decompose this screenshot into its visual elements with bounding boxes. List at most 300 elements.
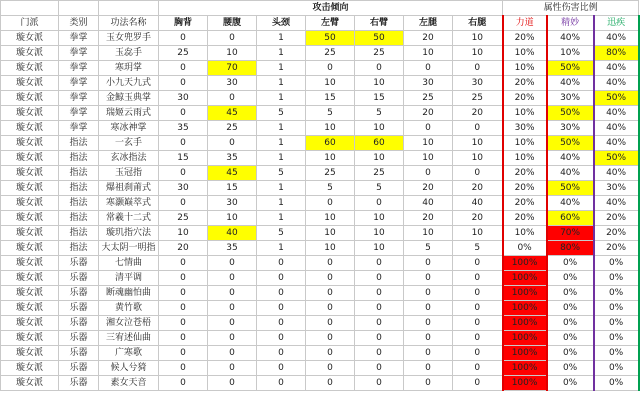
cell-category[interactable]: 乐器 (59, 316, 99, 331)
cell-attack-value[interactable]: 1 (257, 136, 306, 151)
cell-category[interactable]: 乐器 (59, 346, 99, 361)
cell-attack-value[interactable]: 10 (306, 121, 355, 136)
cell-sect[interactable]: 璇女派 (1, 226, 59, 241)
cell-attr-value[interactable]: 100% (503, 316, 547, 331)
cell-attack-value[interactable]: 0 (306, 286, 355, 301)
cell-attr-value[interactable]: 100% (503, 346, 547, 361)
cell-attack-value[interactable]: 50 (355, 31, 404, 46)
cell-category[interactable]: 乐器 (59, 256, 99, 271)
cell-category[interactable]: 拳掌 (59, 91, 99, 106)
cell-sect[interactable]: 璇女派 (1, 271, 59, 286)
cell-attr-value[interactable]: 0% (594, 346, 639, 361)
cell-attack-value[interactable]: 25 (159, 211, 208, 226)
cell-skill-name[interactable]: 玉女兜罗手 (99, 31, 159, 46)
header-attack-group[interactable]: 攻击倾向 (159, 1, 503, 16)
cell-attack-value[interactable]: 0 (306, 256, 355, 271)
cell-attr-value[interactable]: 0% (547, 301, 594, 316)
cell-attack-value[interactable]: 0 (404, 316, 453, 331)
cell-attack-value[interactable]: 10 (355, 121, 404, 136)
cell-attack-value[interactable]: 10 (355, 241, 404, 256)
cell-sect[interactable]: 璇女派 (1, 196, 59, 211)
cell-attr-value[interactable]: 100% (503, 286, 547, 301)
cell-attr-value[interactable]: 50% (594, 91, 639, 106)
header-attack-col[interactable]: 腰腹 (208, 16, 257, 31)
cell-skill-name[interactable]: 候人兮猗 (99, 361, 159, 376)
cell-attack-value[interactable]: 10 (453, 151, 503, 166)
cell-attack-value[interactable]: 0 (159, 346, 208, 361)
cell-attr-value[interactable]: 40% (594, 31, 639, 46)
cell-sect[interactable]: 璇女派 (1, 181, 59, 196)
cell-attack-value[interactable]: 0 (404, 331, 453, 346)
cell-skill-name[interactable]: 瑞姬云雨式 (99, 106, 159, 121)
cell-attr-value[interactable]: 10% (503, 151, 547, 166)
cell-attr-value[interactable]: 20% (594, 226, 639, 241)
header-sect[interactable]: 门派 (1, 16, 59, 31)
cell-attack-value[interactable]: 0 (453, 166, 503, 181)
cell-attack-value[interactable]: 5 (453, 241, 503, 256)
cell-attr-value[interactable]: 20% (503, 166, 547, 181)
cell-attack-value[interactable]: 30 (159, 91, 208, 106)
cell-attack-value[interactable]: 0 (159, 286, 208, 301)
cell-sect[interactable]: 璇女派 (1, 91, 59, 106)
cell-attack-value[interactable]: 35 (208, 241, 257, 256)
cell-attack-value[interactable]: 10 (306, 211, 355, 226)
cell-attack-value[interactable]: 10 (355, 211, 404, 226)
cell-attr-value[interactable]: 0% (547, 346, 594, 361)
cell-attack-value[interactable]: 0 (453, 286, 503, 301)
cell-attack-value[interactable]: 1 (257, 46, 306, 61)
cell-attack-value[interactable]: 1 (257, 211, 306, 226)
cell-attr-value[interactable]: 0% (594, 376, 639, 391)
cell-attack-value[interactable]: 0 (453, 376, 503, 391)
cell-attack-value[interactable]: 0 (453, 301, 503, 316)
cell-attack-value[interactable]: 0 (306, 196, 355, 211)
cell-attack-value[interactable]: 25 (306, 46, 355, 61)
header-attack-col[interactable]: 头颈 (257, 16, 306, 31)
cell-attack-value[interactable]: 10 (453, 46, 503, 61)
cell-attack-value[interactable]: 25 (355, 46, 404, 61)
cell-attack-value[interactable]: 0 (208, 346, 257, 361)
cell-attack-value[interactable]: 0 (355, 286, 404, 301)
cell-attack-value[interactable]: 0 (355, 316, 404, 331)
cell-attack-value[interactable]: 5 (257, 106, 306, 121)
cell-attack-value[interactable]: 10 (404, 46, 453, 61)
cell-category[interactable]: 指法 (59, 151, 99, 166)
cell-attr-value[interactable]: 80% (547, 241, 594, 256)
cell-attack-value[interactable]: 0 (355, 331, 404, 346)
cell-attr-value[interactable]: 40% (547, 76, 594, 91)
cell-attr-value[interactable]: 40% (547, 151, 594, 166)
cell-skill-name[interactable]: 璇玑指穴法 (99, 226, 159, 241)
cell-skill-name[interactable]: 小九天九式 (99, 76, 159, 91)
cell-attack-value[interactable]: 0 (159, 76, 208, 91)
cell-attr-value[interactable]: 100% (503, 256, 547, 271)
header-blank[interactable] (1, 1, 59, 16)
cell-attack-value[interactable]: 0 (453, 361, 503, 376)
cell-attack-value[interactable]: 15 (159, 151, 208, 166)
cell-attack-value[interactable]: 0 (159, 271, 208, 286)
cell-attack-value[interactable]: 0 (257, 256, 306, 271)
cell-attack-value[interactable]: 15 (208, 181, 257, 196)
cell-skill-name[interactable]: 常羲十二式 (99, 211, 159, 226)
cell-attack-value[interactable]: 0 (159, 106, 208, 121)
cell-sect[interactable]: 璇女派 (1, 46, 59, 61)
cell-attack-value[interactable]: 0 (306, 271, 355, 286)
header-attack-col[interactable]: 胸背 (159, 16, 208, 31)
cell-skill-name[interactable]: 寒玥掌 (99, 61, 159, 76)
cell-category[interactable]: 指法 (59, 241, 99, 256)
cell-skill-name[interactable]: 金鲸玉典掌 (99, 91, 159, 106)
cell-skill-name[interactable]: 玉惢手 (99, 46, 159, 61)
cell-category[interactable]: 拳掌 (59, 61, 99, 76)
cell-attack-value[interactable]: 40 (208, 226, 257, 241)
cell-attr-value[interactable]: 100% (503, 301, 547, 316)
cell-attack-value[interactable]: 5 (306, 181, 355, 196)
cell-attack-value[interactable]: 20 (453, 211, 503, 226)
cell-attack-value[interactable]: 1 (257, 121, 306, 136)
cell-attack-value[interactable]: 10 (208, 46, 257, 61)
cell-sect[interactable]: 璇女派 (1, 376, 59, 391)
cell-attr-value[interactable]: 30% (547, 121, 594, 136)
cell-attack-value[interactable]: 0 (208, 256, 257, 271)
cell-attack-value[interactable]: 0 (306, 361, 355, 376)
cell-attr-value[interactable]: 0% (594, 361, 639, 376)
cell-attack-value[interactable]: 5 (257, 226, 306, 241)
cell-attack-value[interactable]: 35 (208, 151, 257, 166)
cell-attack-value[interactable]: 0 (208, 136, 257, 151)
cell-attr-value[interactable]: 40% (594, 61, 639, 76)
cell-attr-value[interactable]: 0% (547, 286, 594, 301)
cell-skill-name[interactable]: 断魂幽怕曲 (99, 286, 159, 301)
cell-category[interactable]: 拳掌 (59, 46, 99, 61)
cell-category[interactable]: 乐器 (59, 376, 99, 391)
cell-attack-value[interactable]: 10 (453, 31, 503, 46)
cell-skill-name[interactable]: 爆祖刹莆式 (99, 181, 159, 196)
cell-category[interactable]: 乐器 (59, 286, 99, 301)
cell-attr-value[interactable]: 20% (503, 31, 547, 46)
cell-attack-value[interactable]: 5 (404, 241, 453, 256)
cell-attack-value[interactable]: 0 (355, 376, 404, 391)
cell-attack-value[interactable]: 0 (453, 331, 503, 346)
cell-attack-value[interactable]: 0 (257, 301, 306, 316)
cell-attack-value[interactable]: 0 (159, 361, 208, 376)
cell-attr-value[interactable]: 50% (594, 151, 639, 166)
cell-attr-value[interactable]: 10% (547, 46, 594, 61)
cell-attack-value[interactable]: 30 (208, 196, 257, 211)
cell-attack-value[interactable]: 10 (159, 226, 208, 241)
cell-attr-value[interactable]: 40% (547, 166, 594, 181)
cell-sect[interactable]: 璇女派 (1, 346, 59, 361)
cell-attack-value[interactable]: 35 (159, 121, 208, 136)
cell-sect[interactable]: 璇女派 (1, 241, 59, 256)
cell-attack-value[interactable]: 0 (159, 316, 208, 331)
cell-attack-value[interactable]: 1 (257, 151, 306, 166)
cell-attr-value[interactable]: 20% (503, 196, 547, 211)
cell-attack-value[interactable]: 45 (208, 106, 257, 121)
cell-attack-value[interactable]: 20 (453, 106, 503, 121)
cell-attack-value[interactable]: 70 (208, 61, 257, 76)
cell-attr-value[interactable]: 0% (547, 331, 594, 346)
cell-attack-value[interactable]: 0 (159, 196, 208, 211)
cell-attack-value[interactable]: 0 (453, 121, 503, 136)
cell-attack-value[interactable]: 10 (355, 76, 404, 91)
cell-attack-value[interactable]: 0 (453, 346, 503, 361)
cell-attack-value[interactable]: 1 (257, 31, 306, 46)
cell-attr-value[interactable]: 0% (547, 316, 594, 331)
cell-sect[interactable]: 璇女派 (1, 316, 59, 331)
cell-attack-value[interactable]: 25 (306, 166, 355, 181)
cell-attack-value[interactable]: 25 (208, 121, 257, 136)
cell-attr-value[interactable]: 40% (594, 196, 639, 211)
cell-attack-value[interactable]: 10 (306, 76, 355, 91)
cell-skill-name[interactable]: 玉冠指 (99, 166, 159, 181)
cell-attack-value[interactable]: 0 (159, 166, 208, 181)
cell-attack-value[interactable]: 15 (355, 91, 404, 106)
cell-attack-value[interactable]: 0 (404, 376, 453, 391)
cell-attack-value[interactable]: 10 (453, 136, 503, 151)
cell-attack-value[interactable]: 0 (355, 61, 404, 76)
cell-attack-value[interactable]: 0 (306, 301, 355, 316)
cell-attr-value[interactable]: 40% (547, 31, 594, 46)
cell-attack-value[interactable]: 10 (306, 151, 355, 166)
cell-attack-value[interactable]: 20 (404, 181, 453, 196)
cell-attr-value[interactable]: 100% (503, 376, 547, 391)
cell-category[interactable]: 指法 (59, 181, 99, 196)
header-skill-name[interactable]: 功法名称 (99, 16, 159, 31)
cell-attack-value[interactable]: 0 (257, 286, 306, 301)
cell-attack-value[interactable]: 5 (257, 166, 306, 181)
cell-category[interactable]: 乐器 (59, 271, 99, 286)
cell-attr-value[interactable]: 10% (503, 61, 547, 76)
cell-attack-value[interactable]: 5 (355, 181, 404, 196)
cell-attack-value[interactable]: 0 (208, 271, 257, 286)
cell-attr-value[interactable]: 10% (503, 136, 547, 151)
cell-attack-value[interactable]: 0 (208, 31, 257, 46)
cell-attr-value[interactable]: 10% (503, 46, 547, 61)
cell-attack-value[interactable]: 0 (355, 196, 404, 211)
cell-attr-value[interactable]: 50% (547, 136, 594, 151)
cell-attr-value[interactable]: 100% (503, 361, 547, 376)
cell-attr-value[interactable]: 0% (594, 256, 639, 271)
cell-attack-value[interactable]: 0 (257, 271, 306, 286)
cell-attack-value[interactable]: 20 (404, 211, 453, 226)
cell-skill-name[interactable]: 玄冰指法 (99, 151, 159, 166)
cell-attack-value[interactable]: 0 (306, 346, 355, 361)
cell-attack-value[interactable]: 1 (257, 91, 306, 106)
cell-attack-value[interactable]: 5 (355, 106, 404, 121)
cell-sect[interactable]: 璇女派 (1, 151, 59, 166)
cell-attr-value[interactable]: 50% (547, 106, 594, 121)
cell-skill-name[interactable]: 清平调 (99, 271, 159, 286)
cell-attr-value[interactable]: 0% (594, 316, 639, 331)
cell-category[interactable]: 指法 (59, 211, 99, 226)
cell-attack-value[interactable]: 60 (306, 136, 355, 151)
cell-attack-value[interactable]: 15 (306, 91, 355, 106)
cell-attr-value[interactable]: 10% (503, 226, 547, 241)
cell-attr-value[interactable]: 0% (547, 361, 594, 376)
cell-category[interactable]: 拳掌 (59, 31, 99, 46)
cell-attack-value[interactable]: 30 (159, 181, 208, 196)
cell-attack-value[interactable]: 0 (159, 256, 208, 271)
cell-attack-value[interactable]: 25 (355, 166, 404, 181)
header-attack-col[interactable]: 左腿 (404, 16, 453, 31)
cell-attack-value[interactable]: 0 (404, 346, 453, 361)
cell-sect[interactable]: 璇女派 (1, 331, 59, 346)
cell-attr-value[interactable]: 50% (547, 61, 594, 76)
cell-attack-value[interactable]: 25 (159, 46, 208, 61)
cell-sect[interactable]: 璇女派 (1, 211, 59, 226)
header-attr-li[interactable]: 力道 (503, 16, 547, 31)
cell-skill-name[interactable]: 湘女泣苍梧 (99, 316, 159, 331)
cell-skill-name[interactable]: 寒灏巅萃式 (99, 196, 159, 211)
cell-attack-value[interactable]: 0 (306, 331, 355, 346)
cell-skill-name[interactable]: 寒冰神掌 (99, 121, 159, 136)
cell-attack-value[interactable]: 5 (306, 106, 355, 121)
cell-category[interactable]: 指法 (59, 136, 99, 151)
cell-attack-value[interactable]: 10 (306, 241, 355, 256)
cell-attack-value[interactable]: 1 (257, 76, 306, 91)
cell-attack-value[interactable]: 0 (355, 271, 404, 286)
cell-attr-value[interactable]: 40% (594, 76, 639, 91)
cell-attr-value[interactable]: 30% (503, 121, 547, 136)
cell-category[interactable]: 乐器 (59, 331, 99, 346)
cell-attack-value[interactable]: 0 (306, 316, 355, 331)
cell-attack-value[interactable]: 0 (257, 316, 306, 331)
cell-attack-value[interactable]: 0 (159, 136, 208, 151)
cell-attack-value[interactable]: 30 (404, 76, 453, 91)
cell-attack-value[interactable]: 0 (257, 331, 306, 346)
cell-attack-value[interactable]: 20 (404, 106, 453, 121)
cell-attack-value[interactable]: 25 (453, 91, 503, 106)
cell-attr-value[interactable]: 30% (594, 181, 639, 196)
cell-attack-value[interactable]: 0 (404, 361, 453, 376)
cell-attack-value[interactable]: 20 (404, 31, 453, 46)
cell-skill-name[interactable]: 大太阴一明指 (99, 241, 159, 256)
cell-sect[interactable]: 璇女派 (1, 106, 59, 121)
header-attack-col[interactable]: 右腿 (453, 16, 503, 31)
cell-attr-value[interactable]: 20% (503, 181, 547, 196)
cell-attack-value[interactable]: 45 (208, 166, 257, 181)
cell-attack-value[interactable]: 0 (404, 271, 453, 286)
cell-attr-value[interactable]: 20% (594, 241, 639, 256)
cell-attack-value[interactable]: 50 (306, 31, 355, 46)
header-blank[interactable] (59, 1, 99, 16)
cell-attack-value[interactable]: 30 (453, 76, 503, 91)
cell-attr-value[interactable]: 40% (594, 121, 639, 136)
header-attr-jing[interactable]: 精妙 (547, 16, 594, 31)
cell-attr-value[interactable]: 0% (503, 241, 547, 256)
cell-attack-value[interactable]: 0 (159, 331, 208, 346)
cell-attr-value[interactable]: 40% (594, 106, 639, 121)
cell-sect[interactable]: 璇女派 (1, 301, 59, 316)
cell-attr-value[interactable]: 0% (594, 331, 639, 346)
cell-skill-name[interactable]: 黄竹歌 (99, 301, 159, 316)
cell-attack-value[interactable]: 10 (355, 151, 404, 166)
cell-attr-value[interactable]: 20% (503, 91, 547, 106)
cell-attack-value[interactable]: 0 (208, 331, 257, 346)
cell-attack-value[interactable]: 0 (453, 271, 503, 286)
cell-attr-value[interactable]: 40% (547, 196, 594, 211)
cell-skill-name[interactable]: 一玄手 (99, 136, 159, 151)
cell-attr-value[interactable]: 0% (547, 256, 594, 271)
cell-attack-value[interactable]: 10 (208, 211, 257, 226)
header-category[interactable]: 类别 (59, 16, 99, 31)
cell-attack-value[interactable]: 1 (257, 241, 306, 256)
cell-attack-value[interactable]: 10 (404, 136, 453, 151)
cell-attack-value[interactable]: 10 (453, 226, 503, 241)
cell-attack-value[interactable]: 0 (257, 376, 306, 391)
cell-attr-value[interactable]: 60% (547, 211, 594, 226)
cell-attr-value[interactable]: 40% (594, 166, 639, 181)
cell-attack-value[interactable]: 0 (453, 61, 503, 76)
cell-category[interactable]: 乐器 (59, 301, 99, 316)
cell-attack-value[interactable]: 60 (355, 136, 404, 151)
cell-attr-value[interactable]: 100% (503, 271, 547, 286)
cell-sect[interactable]: 璇女派 (1, 121, 59, 136)
header-attack-col[interactable]: 右臂 (355, 16, 404, 31)
cell-attr-value[interactable]: 0% (594, 271, 639, 286)
cell-sect[interactable]: 璇女派 (1, 286, 59, 301)
cell-attr-value[interactable]: 100% (503, 331, 547, 346)
cell-attack-value[interactable]: 0 (404, 121, 453, 136)
cell-attack-value[interactable]: 0 (208, 376, 257, 391)
header-attack-col[interactable]: 左臂 (306, 16, 355, 31)
cell-attack-value[interactable]: 0 (404, 256, 453, 271)
cell-category[interactable]: 拳掌 (59, 121, 99, 136)
cell-sect[interactable]: 璇女派 (1, 166, 59, 181)
cell-attack-value[interactable]: 1 (257, 181, 306, 196)
cell-attack-value[interactable]: 10 (355, 226, 404, 241)
cell-attack-value[interactable]: 0 (159, 31, 208, 46)
cell-attack-value[interactable]: 0 (404, 286, 453, 301)
cell-attr-value[interactable]: 40% (594, 136, 639, 151)
cell-attack-value[interactable]: 10 (404, 226, 453, 241)
cell-attack-value[interactable]: 0 (208, 91, 257, 106)
cell-category[interactable]: 乐器 (59, 361, 99, 376)
cell-attr-value[interactable]: 70% (547, 226, 594, 241)
cell-sect[interactable]: 璇女派 (1, 61, 59, 76)
cell-attack-value[interactable]: 0 (306, 376, 355, 391)
cell-attack-value[interactable]: 0 (355, 346, 404, 361)
cell-attack-value[interactable]: 0 (159, 61, 208, 76)
cell-attack-value[interactable]: 0 (208, 361, 257, 376)
cell-attr-value[interactable]: 80% (594, 46, 639, 61)
cell-sect[interactable]: 璇女派 (1, 136, 59, 151)
cell-skill-name[interactable]: 三宥述仙曲 (99, 331, 159, 346)
cell-attack-value[interactable]: 25 (404, 91, 453, 106)
cell-attack-value[interactable]: 0 (453, 316, 503, 331)
header-blank[interactable] (99, 1, 159, 16)
cell-category[interactable]: 指法 (59, 166, 99, 181)
cell-attr-value[interactable]: 0% (594, 301, 639, 316)
cell-attack-value[interactable]: 0 (159, 376, 208, 391)
cell-attack-value[interactable]: 0 (159, 301, 208, 316)
cell-attr-value[interactable]: 50% (547, 181, 594, 196)
cell-attr-value[interactable]: 20% (503, 76, 547, 91)
cell-attr-value[interactable]: 10% (503, 106, 547, 121)
cell-attack-value[interactable]: 0 (257, 346, 306, 361)
cell-attack-value[interactable]: 0 (355, 256, 404, 271)
cell-attack-value[interactable]: 0 (306, 61, 355, 76)
cell-attack-value[interactable]: 0 (355, 301, 404, 316)
cell-attr-value[interactable]: 0% (547, 271, 594, 286)
cell-attack-value[interactable]: 30 (208, 76, 257, 91)
cell-skill-name[interactable]: 广寒歌 (99, 346, 159, 361)
cell-attack-value[interactable]: 40 (404, 196, 453, 211)
cell-attr-value[interactable]: 30% (547, 91, 594, 106)
cell-category[interactable]: 拳掌 (59, 106, 99, 121)
cell-attack-value[interactable]: 10 (404, 151, 453, 166)
